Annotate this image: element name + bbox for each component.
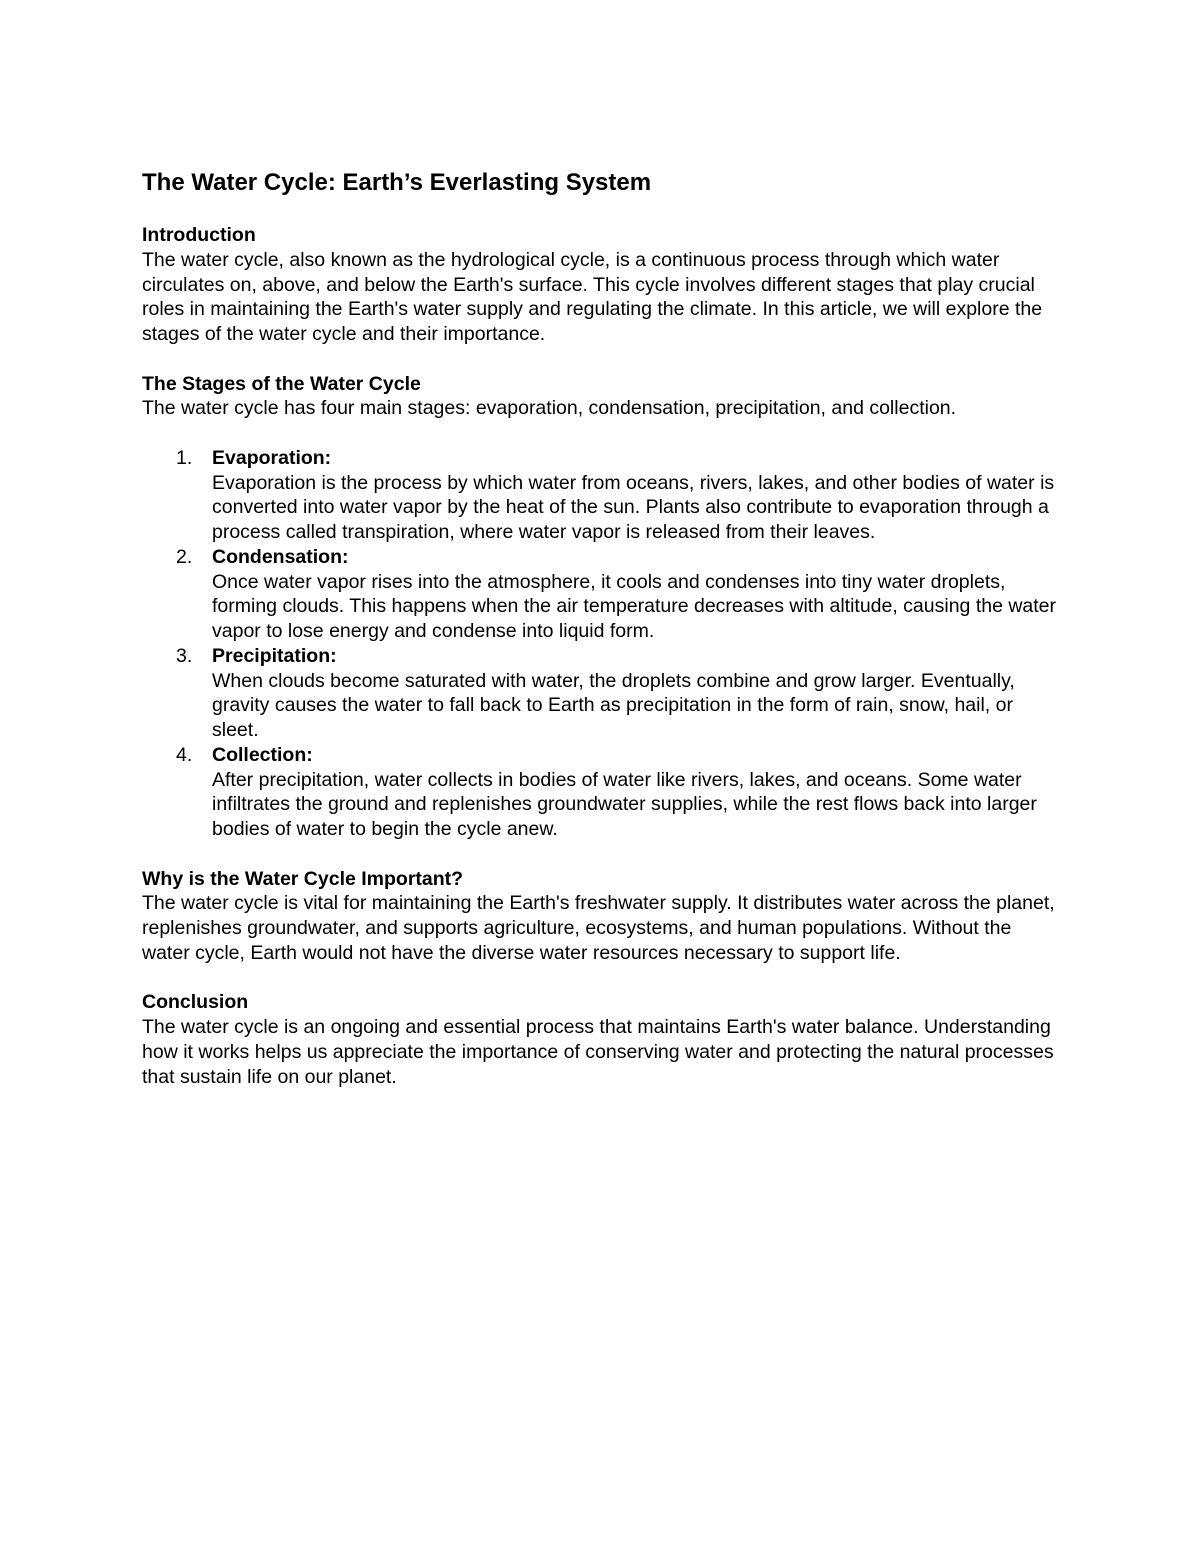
introduction-section xyxy=(142,223,1062,347)
list-item-number: 3. xyxy=(176,644,193,667)
stage-name: Evaporation: xyxy=(212,446,332,469)
document-title: The Water Cycle: Earth’s Everlasting System xyxy=(142,169,652,196)
list-item xyxy=(142,446,1062,545)
list-item xyxy=(142,644,1062,743)
conclusion-section xyxy=(142,990,1062,1089)
stage-name: Condensation: xyxy=(212,545,349,568)
stages-list xyxy=(142,446,1062,842)
stages-heading: The Stages of the Water Cycle xyxy=(142,372,421,395)
conclusion-body: The water cycle is an ongoing and essential process that maintains Earth's water balance. Understanding how it works helps us appreciate the importance of conserving water and protecting the natural processes that sustain life on our planet. xyxy=(142,1016,1054,1088)
introduction-heading: Introduction xyxy=(142,224,256,246)
stages-section xyxy=(142,372,1062,842)
list-item xyxy=(142,545,1062,644)
list-item xyxy=(142,743,1062,842)
conclusion-heading: Conclusion xyxy=(142,991,249,1014)
stage-description: Once water vapor rises into the atmosphere, it cools and condenses into tiny water droplets, forming clouds. This happens when the air temperature decreases with altitude, causing the water vapor to lose energy and condense into liquid form. xyxy=(212,570,1057,642)
stage-description: After precipitation, water collects in bodies of water like rivers, lakes, and oceans. Some water infiltrates the ground and replenishes groundwater supplies, while the rest flows back into larger bodies of water to begin the cycle anew. xyxy=(212,768,1037,840)
stage-description: When clouds become saturated with water, the droplets combine and grow larger. Eventually, gravity causes the water to fall back to Earth as precipitation in the form of rain, snow, hail, or sleet. xyxy=(212,669,1015,741)
stage-name: Precipitation: xyxy=(212,644,337,667)
stages-intro: The water cycle has four main stages: evaporation, condensation, precipitation, and collection. xyxy=(142,397,957,420)
stage-name: Collection: xyxy=(212,743,313,766)
importance-heading: Why is the Water Cycle Important? xyxy=(142,867,464,890)
list-item-number: 1. xyxy=(176,446,193,469)
stage-description: Evaporation is the process by which water from oceans, rivers, lakes, and other bodies of water is converted into water vapor by the heat of the sun. Plants also contribute to evaporation through a process called transpiration, where water vapor is released from their leaves. xyxy=(212,471,1055,543)
document-page xyxy=(142,168,1062,1114)
list-item-number: 4. xyxy=(176,743,193,766)
list-item-number: 2. xyxy=(176,545,193,568)
importance-section xyxy=(142,867,1062,966)
introduction-body: The water cycle, also known as the hydrological cycle, is a continuous process through which water circulates on, above, and below the Earth's surface. This cycle involves different stages that play crucial roles in maintaining the Earth's water supply and regulating the climate. In this article, we will explore the stages of the water cycle and their importance. xyxy=(142,248,1043,345)
importance-body: The water cycle is vital for maintaining the Earth's freshwater supply. It distributes water across the planet, replenishes groundwater, and supports agriculture, ecosystems, and human populations. Without the water cycle, Earth would not have the diverse water resources necessary to support life. xyxy=(142,892,1055,964)
